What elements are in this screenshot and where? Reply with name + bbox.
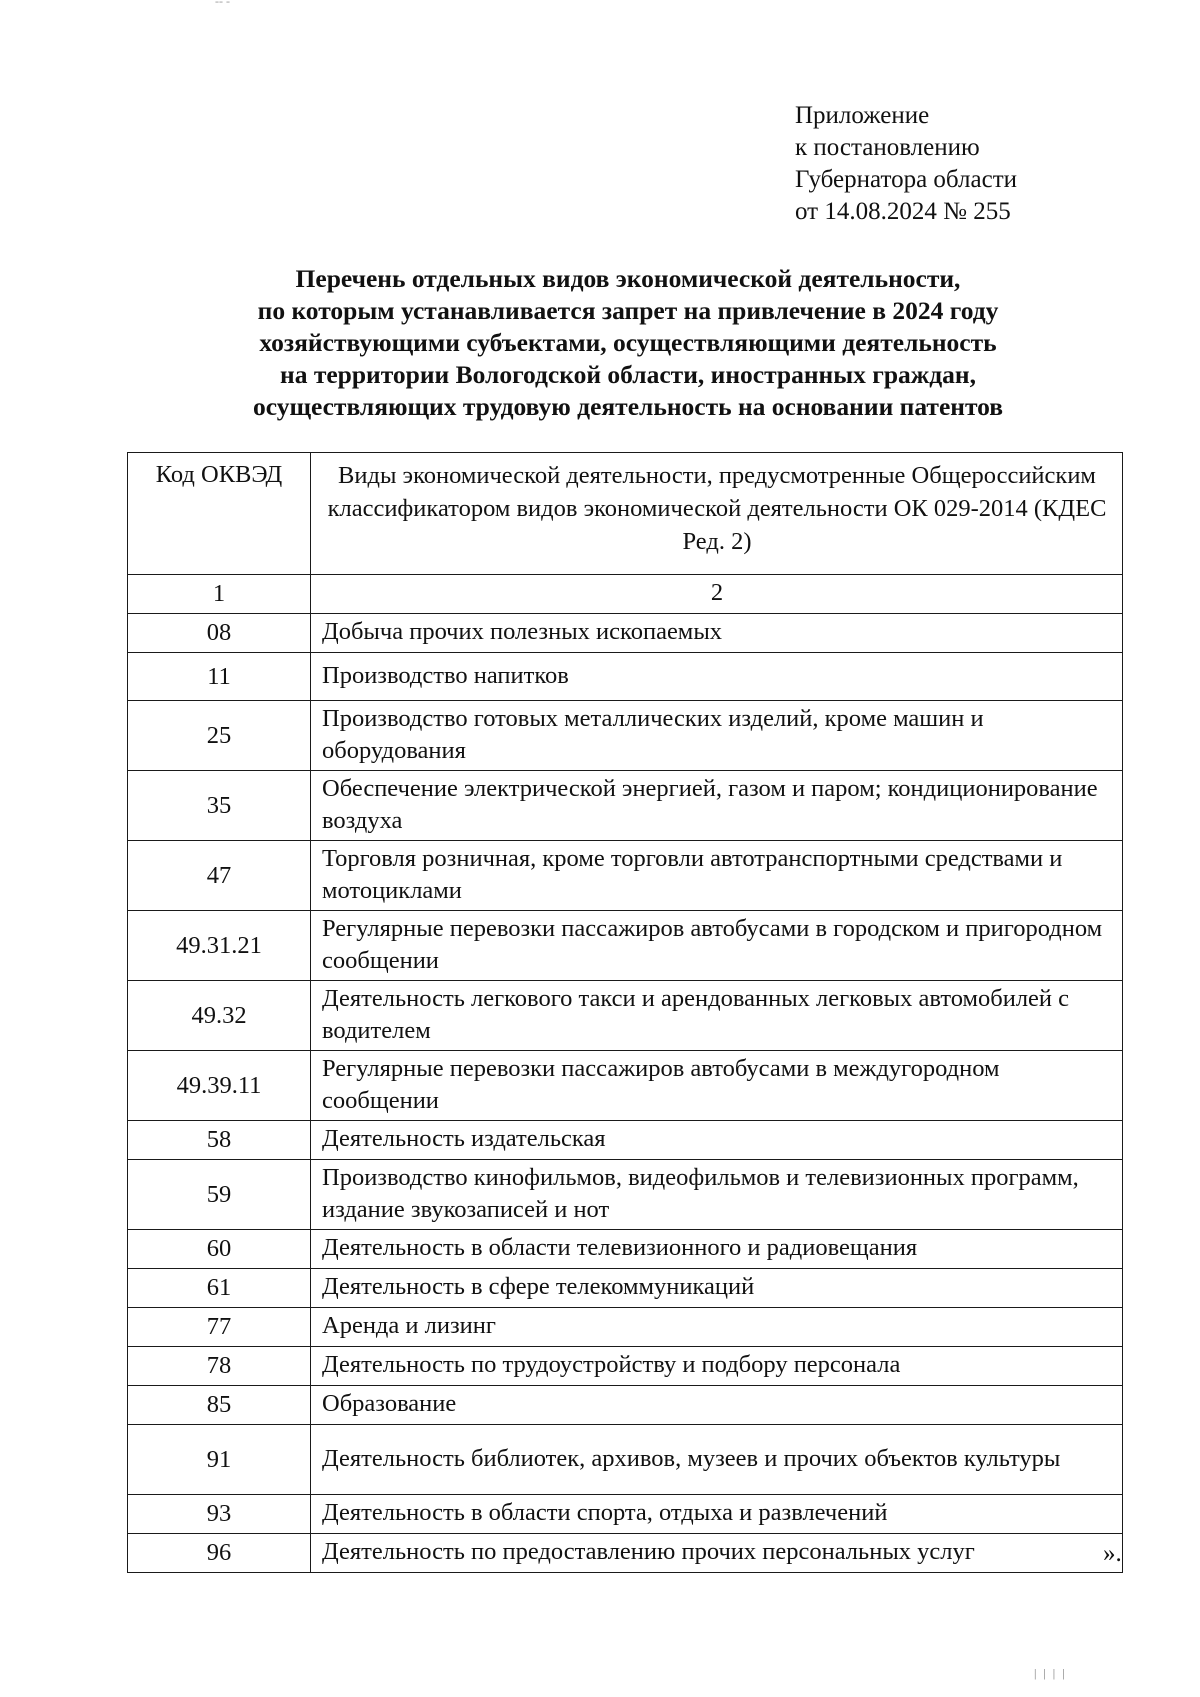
- table-row: [128, 653, 1123, 701]
- table-numbering-row: [128, 575, 1123, 614]
- table-row: [128, 1495, 1123, 1534]
- scan-artifact-bottom: | | | |: [1034, 1666, 1067, 1680]
- row-code: 78: [128, 1347, 311, 1386]
- table-row: [128, 1121, 1123, 1160]
- table-row: [128, 911, 1123, 981]
- table-row: [128, 701, 1123, 771]
- row-desc: Деятельность в области спорта, отдыха и развлечений: [311, 1495, 1123, 1534]
- row-code: 91: [128, 1425, 311, 1495]
- table-row: [128, 1160, 1123, 1230]
- row-code: 25: [128, 701, 311, 771]
- table-row: [128, 1534, 1123, 1573]
- numbering-col-2: 2: [311, 575, 1123, 614]
- table-row: [128, 1347, 1123, 1386]
- header-code-cell: Код ОКВЭД: [128, 453, 311, 575]
- row-desc: Производство напитков: [311, 653, 1123, 701]
- row-desc: Деятельность легкового такси и арендованных легковых автомобилей с водителем: [311, 981, 1123, 1051]
- row-desc: Регулярные перевозки пассажиров автобусами в междугородном сообщении: [311, 1051, 1123, 1121]
- row-code: 61: [128, 1269, 311, 1308]
- numbering-col-1: 1: [128, 575, 311, 614]
- table-row: [128, 1308, 1123, 1347]
- table-header-row: [128, 453, 1123, 575]
- row-desc: Деятельность по трудоустройству и подбору персонала: [311, 1347, 1123, 1386]
- row-code: 58: [128, 1121, 311, 1160]
- row-desc: Деятельность библиотек, архивов, музеев и прочих объектов культуры: [311, 1425, 1123, 1495]
- row-desc: Деятельность издательская: [311, 1121, 1123, 1160]
- row-desc: Деятельность в сфере телекоммуникаций: [311, 1269, 1123, 1308]
- row-code: 49.39.11: [128, 1051, 311, 1121]
- title-line-1: Перечень отдельных видов экономической деятельности,: [295, 264, 961, 293]
- row-code: 59: [128, 1160, 311, 1230]
- row-desc: Обеспечение электрической энергией, газом и паром; кондиционирование воздуха: [311, 771, 1123, 841]
- row-desc: Образование: [311, 1386, 1123, 1425]
- table-row: [128, 841, 1123, 911]
- table-row: [128, 1425, 1123, 1495]
- row-desc: Производство кинофильмов, видеофильмов и телевизионных программ, издание звукозаписей и нот: [311, 1160, 1123, 1230]
- row-code: 47: [128, 841, 311, 911]
- row-code: 93: [128, 1495, 311, 1534]
- row-code: 49.31.21: [128, 911, 311, 981]
- title-line-3: хозяйствующими субъектами, осуществляющими деятельность: [259, 328, 997, 357]
- row-desc: Регулярные перевозки пассажиров автобусами в городском и пригородном сообщении: [311, 911, 1123, 981]
- row-code: 85: [128, 1386, 311, 1425]
- row-code: 49.32: [128, 981, 311, 1051]
- row-code: 35: [128, 771, 311, 841]
- row-code: 96: [128, 1534, 311, 1573]
- header-desc-cell: Виды экономической деятельности, предусмотренные Общероссийским классификатором видов экономической деятельности ОК 029-2014 (КДЕС Ред. 2): [311, 453, 1123, 575]
- appendix-line-2: к постановлению: [795, 134, 980, 161]
- table-row: [128, 771, 1123, 841]
- row-code: 60: [128, 1230, 311, 1269]
- row-code: 11: [128, 653, 311, 701]
- table-row: [128, 1051, 1123, 1121]
- table-row: [128, 614, 1123, 653]
- row-desc: Деятельность в области телевизионного и радиовещания: [311, 1230, 1123, 1269]
- row-code: 08: [128, 614, 311, 653]
- title-line-4: на территории Вологодской области, иностранных граждан,: [280, 360, 976, 389]
- scan-artifact-top: -- -: [215, 0, 230, 8]
- row-code: 77: [128, 1308, 311, 1347]
- closing-quote: ».: [1103, 1540, 1122, 1567]
- row-desc: Торговля розничная, кроме торговли автотранспортными средствами и мотоциклами: [311, 841, 1123, 911]
- table-row: [128, 1386, 1123, 1425]
- appendix-line-3: Губернатора области: [795, 166, 1017, 193]
- appendix-line-1: Приложение: [795, 102, 930, 129]
- row-desc: Деятельность по предоставлению прочих персональных услуг: [311, 1534, 1123, 1573]
- row-desc: Добыча прочих полезных ископаемых: [311, 614, 1123, 653]
- table-row: [128, 981, 1123, 1051]
- okved-table: [127, 452, 1123, 1573]
- table-row: [128, 1230, 1123, 1269]
- document-title: [128, 263, 1128, 423]
- table-row: [128, 1269, 1123, 1308]
- title-line-2: по которым устанавливается запрет на привлечение в 2024 году: [257, 296, 999, 325]
- row-desc: Аренда и лизинг: [311, 1308, 1123, 1347]
- appendix-line-4: от 14.08.2024 № 255: [795, 198, 1011, 225]
- appendix-block: [795, 100, 1017, 228]
- title-line-5: осуществляющих трудовую деятельность на основании патентов: [252, 392, 1004, 421]
- row-desc: Производство готовых металлических изделий, кроме машин и оборудования: [311, 701, 1123, 771]
